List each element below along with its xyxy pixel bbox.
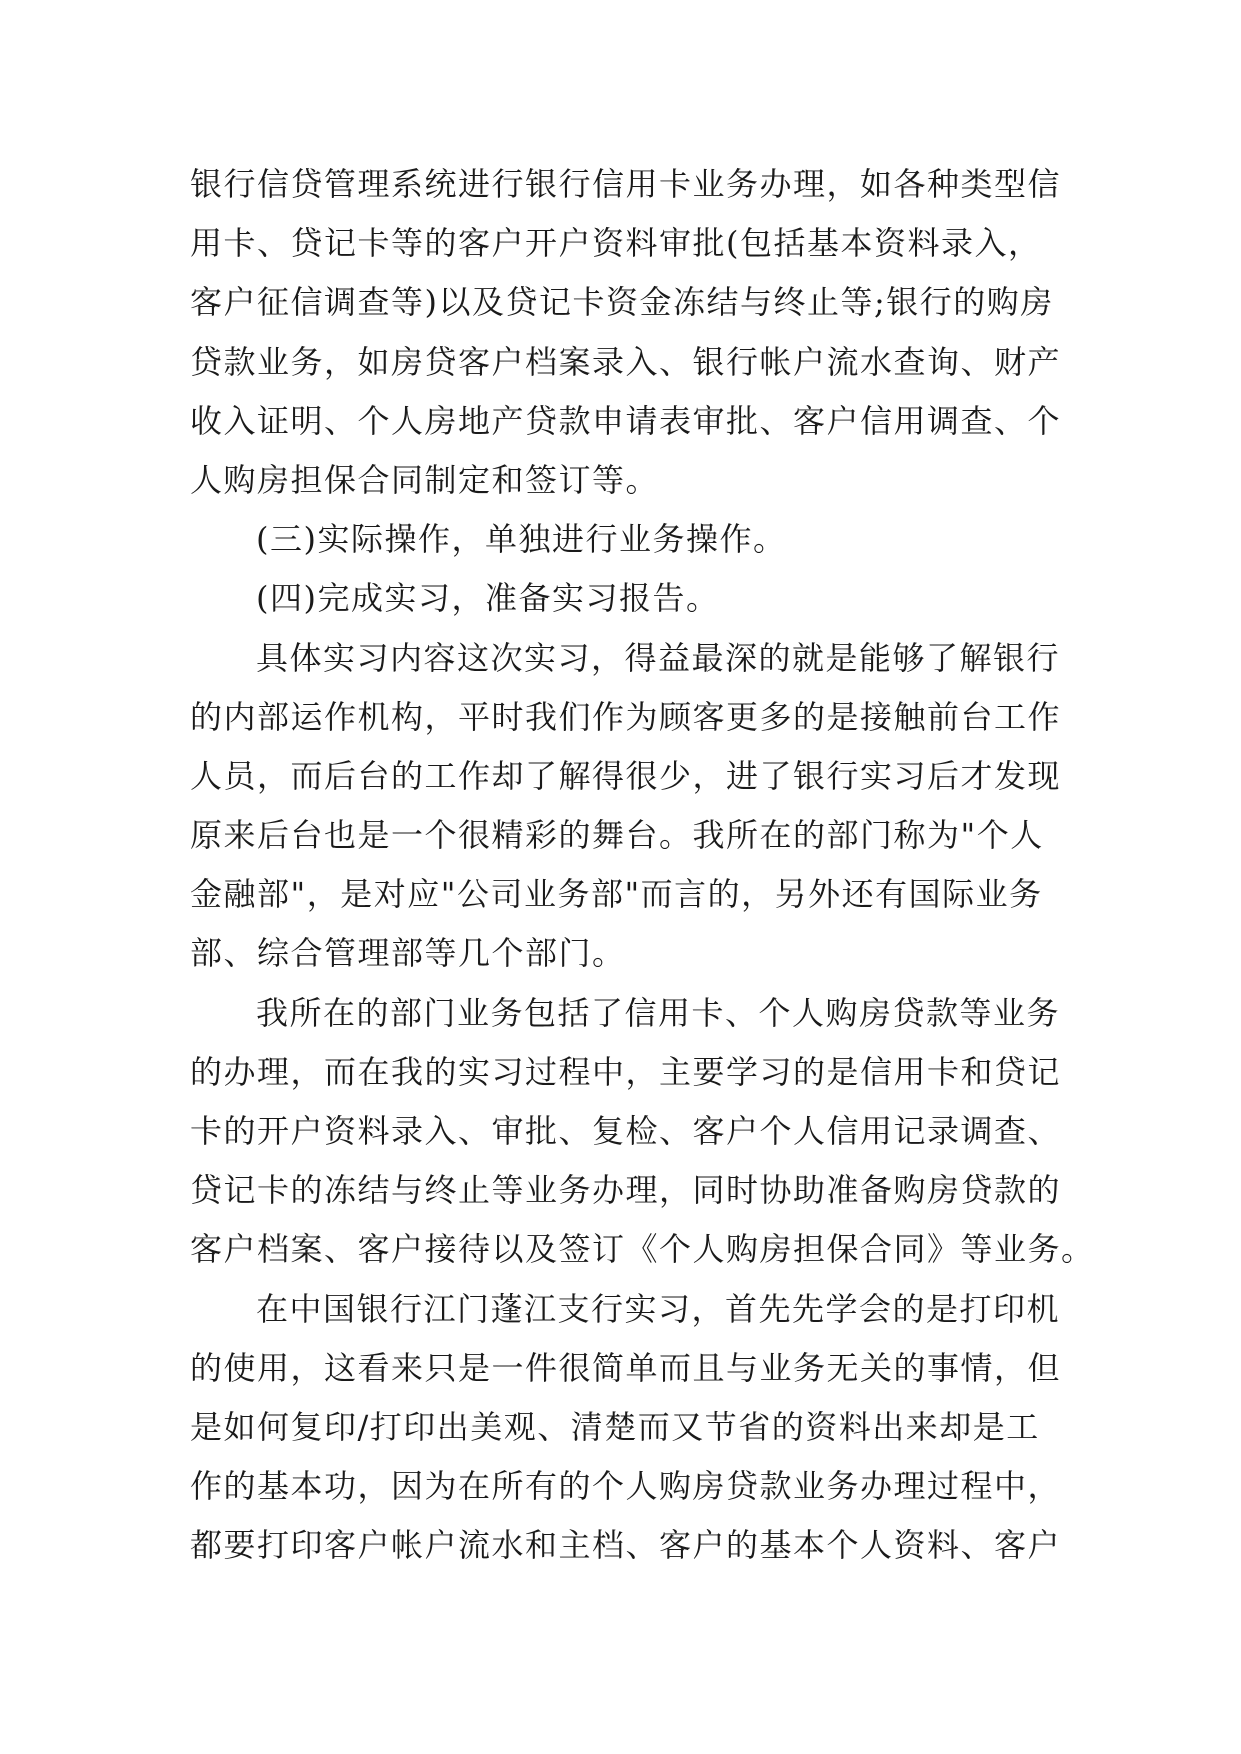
text-line: 原来后台也是一个很精彩的舞台。我所在的部门称为"个人 xyxy=(190,816,1044,855)
text-line: 卡的开户资料录入、审批、复检、客户个人信用记录调查、 xyxy=(190,1112,1062,1150)
text-line: 银行信贷管理系统进行银行信用卡业务办理，如各种类型信 xyxy=(190,165,1062,203)
text-line: 客户征信调查等)以及贷记卡资金冻结与终止等;银行的购房 xyxy=(190,283,1054,322)
text-line: 都要打印客户帐户流水和主档、客户的基本个人资料、客户 xyxy=(190,1526,1062,1565)
text-line: 作的基本功，因为在所有的个人购房贷款业务办理过程中， xyxy=(190,1467,1062,1506)
text-line: 我所在的部门业务包括了信用卡、个人购房贷款等业务 xyxy=(256,993,1061,1032)
text-line: 部、综合管理部等几个部门。 xyxy=(190,934,626,973)
text-line: 人购房担保合同制定和签订等。 xyxy=(190,460,660,499)
text-line: 金融部"，是对应"公司业务部"而言的，另外还有国际业务 xyxy=(190,875,1043,914)
text-line: 的办理，而在我的实习过程中，主要学习的是信用卡和贷记 xyxy=(190,1052,1062,1091)
text-line: 是如何复印/打印出美观、清楚而又节省的资料出来却是工 xyxy=(190,1407,1040,1446)
text-line: 贷记卡的冻结与终止等业务办理，同时协助准备购房贷款的 xyxy=(190,1171,1062,1210)
text-line: (四)完成实习，准备实习报告。 xyxy=(256,579,720,618)
body-text xyxy=(190,155,1095,1576)
text-line: 具体实习内容这次实习，得益最深的就是能够了解银行 xyxy=(256,638,1061,677)
text-line: 客户档案、客户接待以及签订《个人购房担保合同》等业务。 xyxy=(190,1230,1095,1269)
text-line: 人员，而后台的工作却了解得很少，进了银行实习后才发现 xyxy=(190,756,1062,795)
text-line: 在中国银行江门蓬江支行实习，首先先学会的是打印机 xyxy=(256,1289,1061,1328)
text-line: 用卡、贷记卡等的客户开户资料审批(包括基本资料录入， xyxy=(190,224,1042,263)
text-line: 贷款业务，如房贷客户档案录入、银行帐户流水查询、财产 xyxy=(190,342,1062,381)
text-line: 的内部运作机构，平时我们作为顾客更多的是接触前台工作 xyxy=(190,697,1062,736)
text-line: 的使用，这看来只是一件很简单而且与业务无关的事情，但 xyxy=(190,1348,1062,1387)
text-line: 收入证明、个人房地产贷款申请表审批、客户信用调查、个 xyxy=(190,401,1062,440)
text-line: (三)实际操作，单独进行业务操作。 xyxy=(256,520,787,559)
